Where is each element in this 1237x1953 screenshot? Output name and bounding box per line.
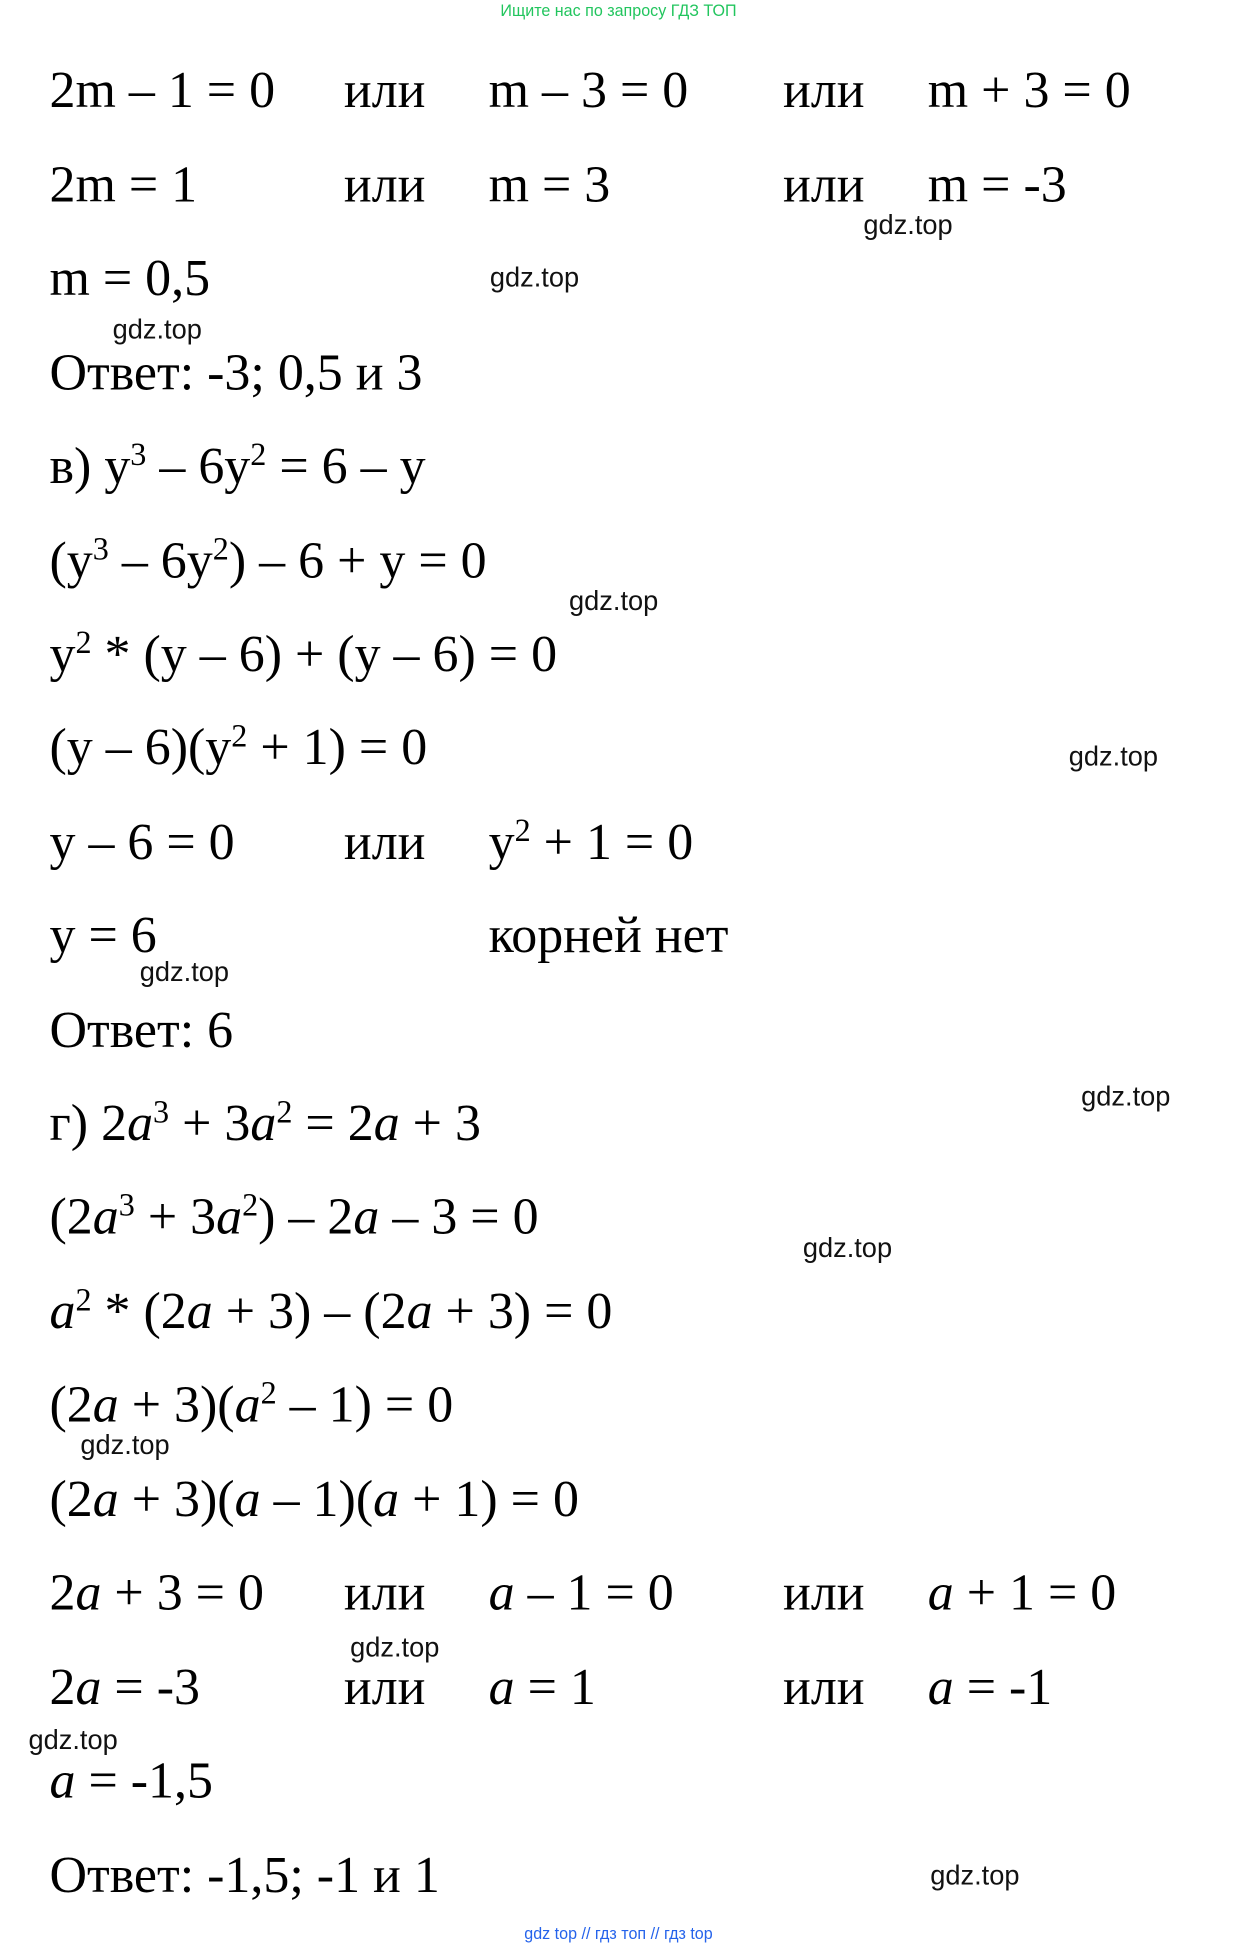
watermark-text: gdz.top [28,1723,118,1756]
watermark-text: gdz.top [139,955,230,988]
watermark-text: gdz.top [569,585,659,617]
watermark-text: gdz.top [1068,740,1159,772]
equation-y2-plus-1: $y^2 + 1 = 0$ [488,812,694,872]
or-word: или [783,1564,865,1622]
equation-2a-plus-3: 2a + 3 = 0 [49,1564,264,1622]
equation-g-2: $(2a^3 + 3a^2) - 2a - 3 = 0$ [49,1187,539,1246]
watermark-text: gdz.top [930,1859,1020,1891]
watermark-text: gdz.top [112,313,202,345]
watermark-text: gdz.top [80,1428,170,1461]
equation-y-eq-6: y = 6 [49,907,157,965]
equation-m-plus-3: m + 3 = 0 [927,62,1131,120]
equation-m-minus-3: m – 3 = 0 [488,62,689,120]
watermark-text: gdz.top [802,1232,893,1264]
equation-g-1: г) $2a^3 + 3a^2 = 2a + 3$ [49,1093,481,1153]
answer-b: Ответ: -3; 0,5 и 3 [49,344,423,403]
equation-y-minus-6: y – 6 = 0 [49,814,235,872]
equation-g-5: (2a + 3)(a – 1)(a + 1) = 0 [49,1471,579,1529]
or-word: или [783,62,865,120]
equation-m-eq-3: m = 3 [488,156,611,215]
equation-2m-minus-1: 2m – 1 = 0 [49,62,276,120]
equation-2a-eq-minus-3: 2a = -3 [49,1659,201,1717]
equation-v-3: $y^2 * (y - 6) + (y - 6) = 0$ [49,624,558,684]
or-word: или [343,1659,426,1717]
equation-a-eq-minus-1-5: a = -1,5 [49,1752,213,1810]
equation-m-eq-minus-3: m = -3 [927,156,1067,215]
watermark-text: gdz.top [1081,1080,1171,1112]
watermark-text: gdz.top [350,1631,440,1663]
equation-a-plus-1: a + 1 = 0 [927,1564,1117,1622]
or-word: или [343,814,426,872]
equation-v-4: $(y - 6)(y^2 + 1) = 0$ [49,717,428,777]
or-word: или [343,1564,426,1622]
no-roots-text: корней нет [488,907,729,965]
or-word: или [343,156,426,215]
footer-links[interactable]: gdz top // гдз топ // гдз top [524,1924,713,1943]
equation-v-1: в) $y^3 - 6y^2 = 6 - y$ [49,436,426,496]
equation-g-3: $a^2 * (2a + 3) - (2a + 3) = 0$ [49,1281,613,1341]
watermark-text: gdz.top [863,209,953,241]
or-word: или [783,1659,865,1717]
equation-g-4: $(2a + 3)(a^2 - 1) = 0$ [49,1375,454,1434]
answer-g: Ответ: -1,5; -1 и 1 [49,1847,440,1905]
answer-v: Ответ: 6 [49,1001,234,1060]
equation-a-minus-1: a – 1 = 0 [488,1564,674,1622]
or-word: или [783,156,865,215]
equation-2m-eq-1: 2m = 1 [49,156,198,215]
equation-v-2: $(y^3 - 6y^2) - 6 + y = 0$ [49,531,487,590]
watermark-text: gdz.top [489,261,580,293]
equation-m-eq-0-5: m = 0,5 [49,250,211,308]
equation-a-eq-1: a = 1 [488,1659,596,1717]
or-word: или [343,62,426,120]
equation-a-eq-minus-1: a = -1 [927,1659,1053,1717]
search-hint-banner: Ищите нас по запросу ГДЗ ТОП [500,1,737,20]
